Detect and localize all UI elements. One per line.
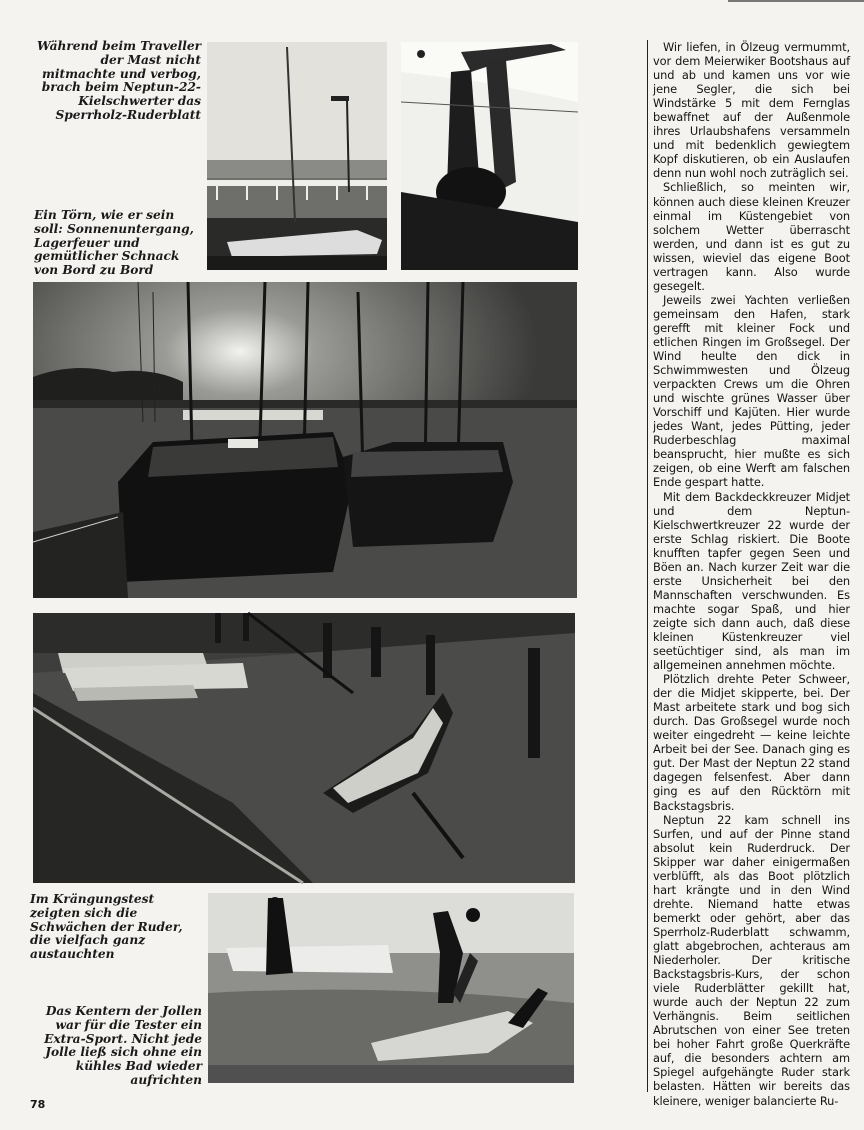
paragraph-1: Wir liefen, in Ölzeug vermummt, vor dem Meierwiker Bootshaus auf und ab und kamen uns vor wie jene Segler, die sich bei Windstärke 5 mit dem Fernglas bewaffnet auf der Außenmole ihres Urlaubshafens versammeln und mit bedenklich gewiegtem Kopf diskutieren, ob ein Auslaufen denn nun wohl noch zuträglich sei.: [653, 40, 850, 181]
page-number: 78: [30, 1098, 46, 1111]
photo-tiller-closeup: [401, 42, 578, 270]
caption-traveller: Während beim Traveller der Mast nicht mitmachte und verbog, brach beim Neptun-22-Kielschwerter das Sperrholz-Ruderblatt: [37, 39, 201, 122]
photo-heeling-test: [33, 613, 575, 883]
paragraph-5: Plötzlich drehte Peter Schweer, der die Midjet skipperte, bei. Der Mast arbeitete stark und bog sich durch. Das Großsegel wurde noch weiter eingedreht — keine leichte Arbeit bei der See. Danach ging es gut. Der Mast der Neptun 22 stand dagegen felsenfest. Aber dann ging es auf den Rücktörn mit Backstagsbris.: [653, 672, 850, 813]
caption-toern: Ein Törn, wie er sein soll: Sonnenuntergang, Lagerfeuer und gemütlicher Schnack von Bord zu Bord: [34, 208, 194, 278]
article-column: [647, 40, 850, 1108]
paragraph-2: Schließlich, so meinten wir, können auch diese kleinen Kreuzer einmal im Küstengebiet von solchem Wetter überrascht werden, und dann ist es gut zu wissen, wieviel das eigene Boot vertragen kann. Also wurde gesegelt.: [653, 180, 850, 293]
caption-kraengung: Im Krängungstest zeigten sich die Schwächen der Ruder, die vielfach ganz austauchten: [30, 892, 183, 962]
photo-sunset-boats: [33, 282, 577, 598]
caption-kentern: Das Kentern der Jollen war für die Tester ein Extra-Sport. Nicht jede Jolle ließ sich ohne ein kühles Bad wieder aufrichten: [44, 1004, 202, 1087]
top-rule: [728, 0, 864, 2]
photo-capsizing-dinghies: [208, 893, 574, 1083]
paragraph-3: Jeweils zwei Yachten verließen gemeinsam den Hafen, stark gerefft mit kleiner Fock und etlichen Ringen im Großsegel. Der Wind heulte den dick in Schwimmwesten und Ölzeug verpackten Crews um die Ohren und wischte grünes Wasser über Vorschiff und Kajüten. Hier wurde jedes Want, jedes Pütting, jeder Ruderbeschlag maximal beansprucht, hier mußte es sich zeigen, ob eine Werft am falschen Ende gespart hatte.: [653, 292, 850, 490]
paragraph-6: Neptun 22 kam schnell ins Surfen, und auf der Pinne stand absolut kein Ruderdruck. Der Skipper war daher einigermaßen verblüfft, als das Boot plötzlich hart krängte und in den Wind drehte. Niemand hatte etwas bemerkt oder gehört, aber das Sperrholz-Ruderblatt schwamm, glatt abgebrochen, achteraus am Niederholer. Der kritische Backstagsbris-Kurs, der schon viele Ruderblätter gekillt hat, wurde auch der Neptun 22 zum Verhängnis. Beim seitlichen Abrutschen von einer See treten bei hoher Fahrt große Querkräfte auf, die besonders achtern am Spiegel aufgehängte Ruder stark belasten. Hätten wir bereits das kleinere, weniger balancierte Ru-: [653, 812, 850, 1108]
photo-harbor-mast: [207, 42, 387, 270]
paragraph-4: Mit dem Backdeckkreuzer Midjet und dem Neptun-Kielschwertkreuzer 22 wurde der erste Schlag riskiert. Die Boote knufften tapfer gegen Seen und Böen an. Nach kurzer Zeit war die erste Unsicherheit bei den Mannschaften verschwunden. Es machte sogar Spaß, und hier zeigte sich dann auch, daß diese kleinen Küstenkreuzer viel seetüchtiger sind, als man im allgemeinen annehmen möchte.: [653, 489, 850, 673]
